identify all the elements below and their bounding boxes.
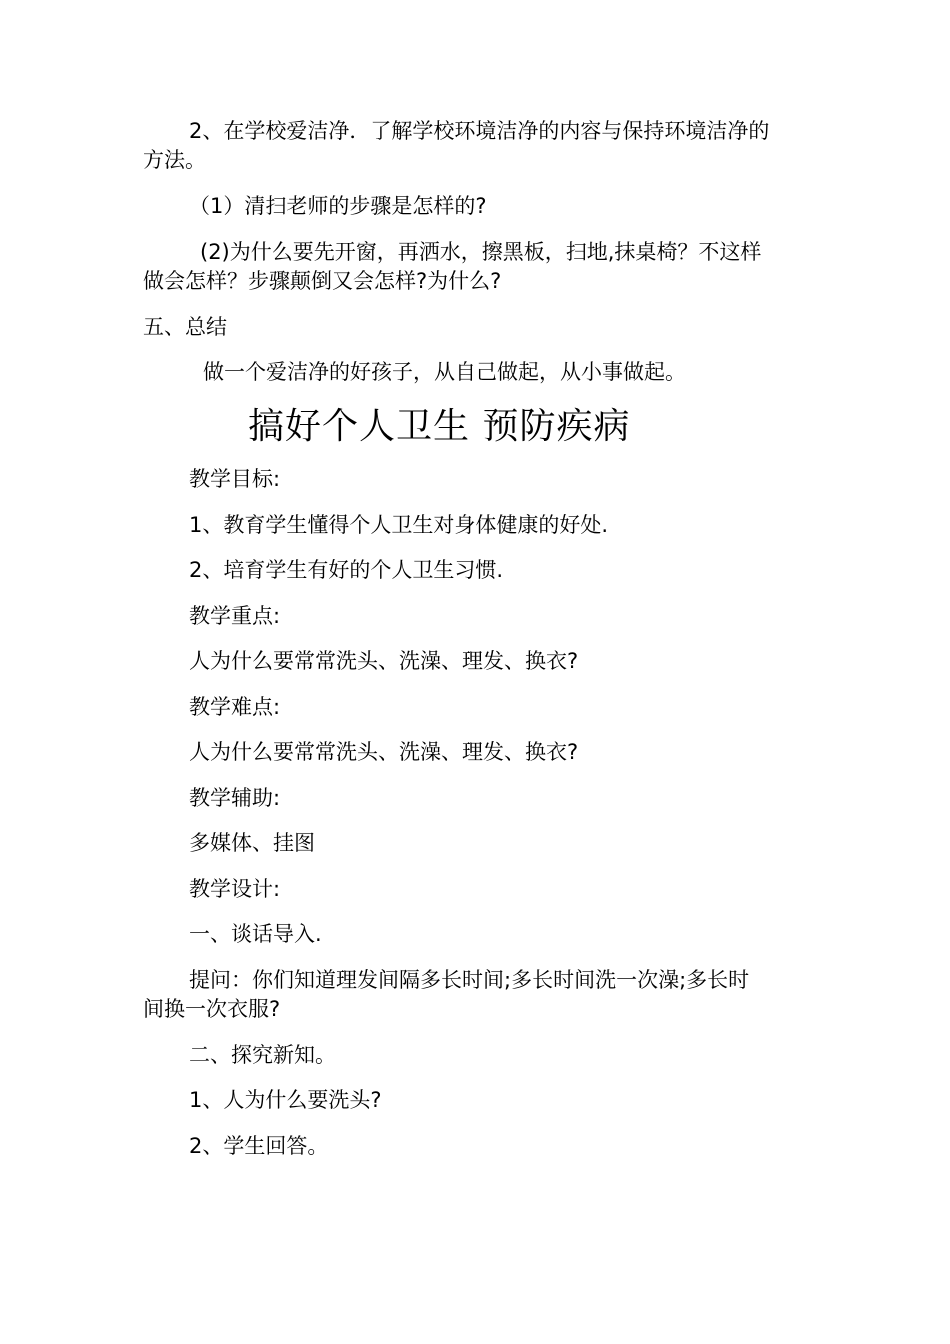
paragraph-school-cleanliness-line2: 方法。 <box>143 148 206 172</box>
design-label: 教学设计: <box>189 877 281 901</box>
paragraph-school-cleanliness-line1: 2、在学校爱洁净．了解学校环境洁净的内容与保持环境洁净的 <box>189 119 770 143</box>
question-cleaning-steps: （1）清扫老师的步骤是怎样的? <box>189 194 487 218</box>
question-why-order-line1: (2)为什么要先开窗，再洒水，擦黑板，扫地,抹桌椅？不这样 <box>200 240 762 264</box>
step1-question-line2: 间换一次衣服? <box>143 997 281 1021</box>
aids-label: 教学辅助: <box>189 786 281 810</box>
difficulty-label: 教学难点: <box>189 695 281 719</box>
lesson-title: 搞好个人卫生 预防疾病 <box>248 406 631 447</box>
difficulty-text: 人为什么要常常洗头、洗澡、理发、换衣? <box>189 740 579 764</box>
summary-heading: 五、总结 <box>143 315 227 339</box>
focus-text: 人为什么要常常洗头、洗澡、理发、换衣? <box>189 649 579 673</box>
summary-text: 做一个爱洁净的好孩子，从自己做起，从小事做起。 <box>203 360 686 384</box>
question-why-order-line2: 做会怎样？步骤颠倒又会怎样?为什么? <box>143 269 502 293</box>
goal-item-1: 1、教育学生懂得个人卫生对身体健康的好处. <box>189 513 609 537</box>
step1-heading: 一、谈话导入. <box>189 922 322 946</box>
step2-item-1: 1、人为什么要洗头? <box>189 1088 382 1112</box>
aids-text: 多媒体、挂图 <box>189 831 315 855</box>
step1-question-line1: 提问：你们知道理发间隔多长时间;多长时间洗一次澡;多长时 <box>189 968 750 992</box>
goals-label: 教学目标: <box>189 467 281 491</box>
step2-item-2: 2、学生回答。 <box>189 1134 329 1158</box>
goal-item-2: 2、培育学生有好的个人卫生习惯. <box>189 558 504 582</box>
step2-heading: 二、探究新知。 <box>189 1043 336 1067</box>
focus-label: 教学重点: <box>189 604 281 628</box>
